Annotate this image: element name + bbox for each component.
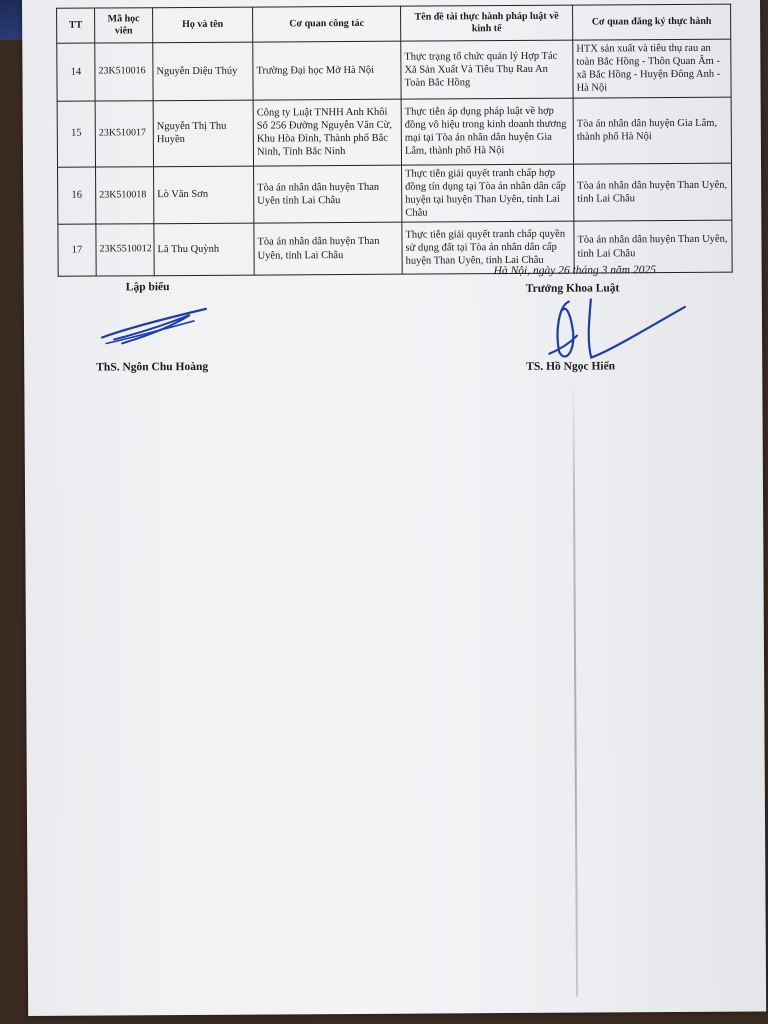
cell-topic: Thực tiễn áp dụng pháp luật về hợp đồng vô hiệu trong kinh doanh thương mại tại Tòa án nhân dân huyện Gia Lâm, thành phố Hà Nội — [401, 98, 573, 165]
preparer-signature — [94, 299, 214, 350]
cell-tt: 16 — [58, 167, 96, 225]
cell-full-name: Lò Văn Sơn — [154, 166, 254, 224]
dean-signature — [529, 291, 689, 367]
cell-topic: Thực trạng tổ chức quản lý Hợp Tác Xã Sản Xuất Và Tiêu Thụ Rau An Toàn Bắc Hồng — [401, 40, 573, 99]
table-row — [57, 97, 731, 167]
cell-workplace: Tòa án nhân dân huyện Than Uyên tỉnh Lai Châu — [254, 165, 402, 223]
header-student-code: Mã học viên — [95, 8, 153, 43]
preparer-name: ThS. Ngôn Chu Hoàng — [96, 360, 209, 374]
document-page — [22, 0, 766, 1016]
signing-date: Hà Nội, ngày 26 tháng 3 năm 2025 — [493, 264, 656, 278]
header-full-name: Họ và tên — [153, 7, 253, 43]
cell-full-name: Nguyễn Thị Thu Huyền — [153, 100, 253, 167]
header-topic: Tên đề tài thực hành pháp luật về kinh tế — [401, 5, 573, 41]
cell-registered-agency: Tòa án nhân dân huyện Than Uyên, tỉnh Lai Châu — [574, 163, 732, 221]
cell-registered-agency: HTX sản xuất và tiêu thụ rau an toàn Bắc Hồng - Thôn Quan Âm - xã Bắc Hồng - Huyện Đông Anh - Hà Nội — [573, 39, 731, 97]
cell-full-name: Nguyễn Diệu Thúy — [153, 42, 253, 100]
cell-topic: Thực tiễn giải quyết tranh chấp quyền sử dụng đất tại Tòa án nhân dân cấp huyện Than Uyên, tỉnh Lai Châu — [402, 221, 574, 274]
cell-student-code: 23K510018 — [96, 166, 154, 224]
cell-tt: 17 — [58, 224, 96, 276]
header-registered-agency: Cơ quan đăng ký thực hành — [573, 4, 731, 40]
cell-student-code: 23K5510012 — [96, 224, 154, 276]
page-fold-crease — [572, 377, 578, 997]
cell-workplace: Công ty Luật TNHH Anh Khôi Số 256 Đường Nguyễn Văn Cừ, Khu Hòa Đình, Thành phố Bắc Ninh, Tỉnh Bắc Ninh — [253, 99, 401, 166]
cell-workplace: Trường Đại học Mở Hà Nội — [253, 41, 401, 99]
cell-topic: Thực tiễn giải quyết tranh chấp hợp đồng tín dụng tại Tòa án nhân dân cấp huyện tại huyện Than Uyên, tỉnh Lai Châu — [402, 164, 574, 223]
header-tt: TT — [57, 8, 95, 43]
cell-workplace: Tòa án nhân dân huyện Than Uyên, tỉnh Lai Châu — [254, 222, 402, 275]
dean-title: Trưởng Khoa Luật — [525, 282, 620, 295]
table-row — [57, 39, 731, 101]
preparer-title: Lập biểu — [125, 281, 170, 294]
table-row — [58, 163, 732, 225]
cell-full-name: Lã Thu Quỳnh — [154, 223, 254, 276]
header-workplace: Cơ quan công tác — [253, 6, 401, 42]
cell-registered-agency: Tòa án nhân dân huyện Gia Lâm, thành phố Hà Nội — [573, 97, 731, 164]
dean-name: TS. Hồ Ngọc Hiển — [526, 360, 616, 373]
cell-tt: 15 — [57, 101, 95, 167]
cell-student-code: 23K510017 — [95, 100, 153, 166]
cell-registered-agency: Tòa án nhân dân huyện Than Uyên, tỉnh Lai Châu — [574, 220, 732, 273]
cell-student-code: 23K510016 — [95, 43, 153, 101]
student-table — [56, 4, 733, 277]
cell-tt: 14 — [57, 43, 95, 101]
table-header-row — [57, 4, 731, 43]
